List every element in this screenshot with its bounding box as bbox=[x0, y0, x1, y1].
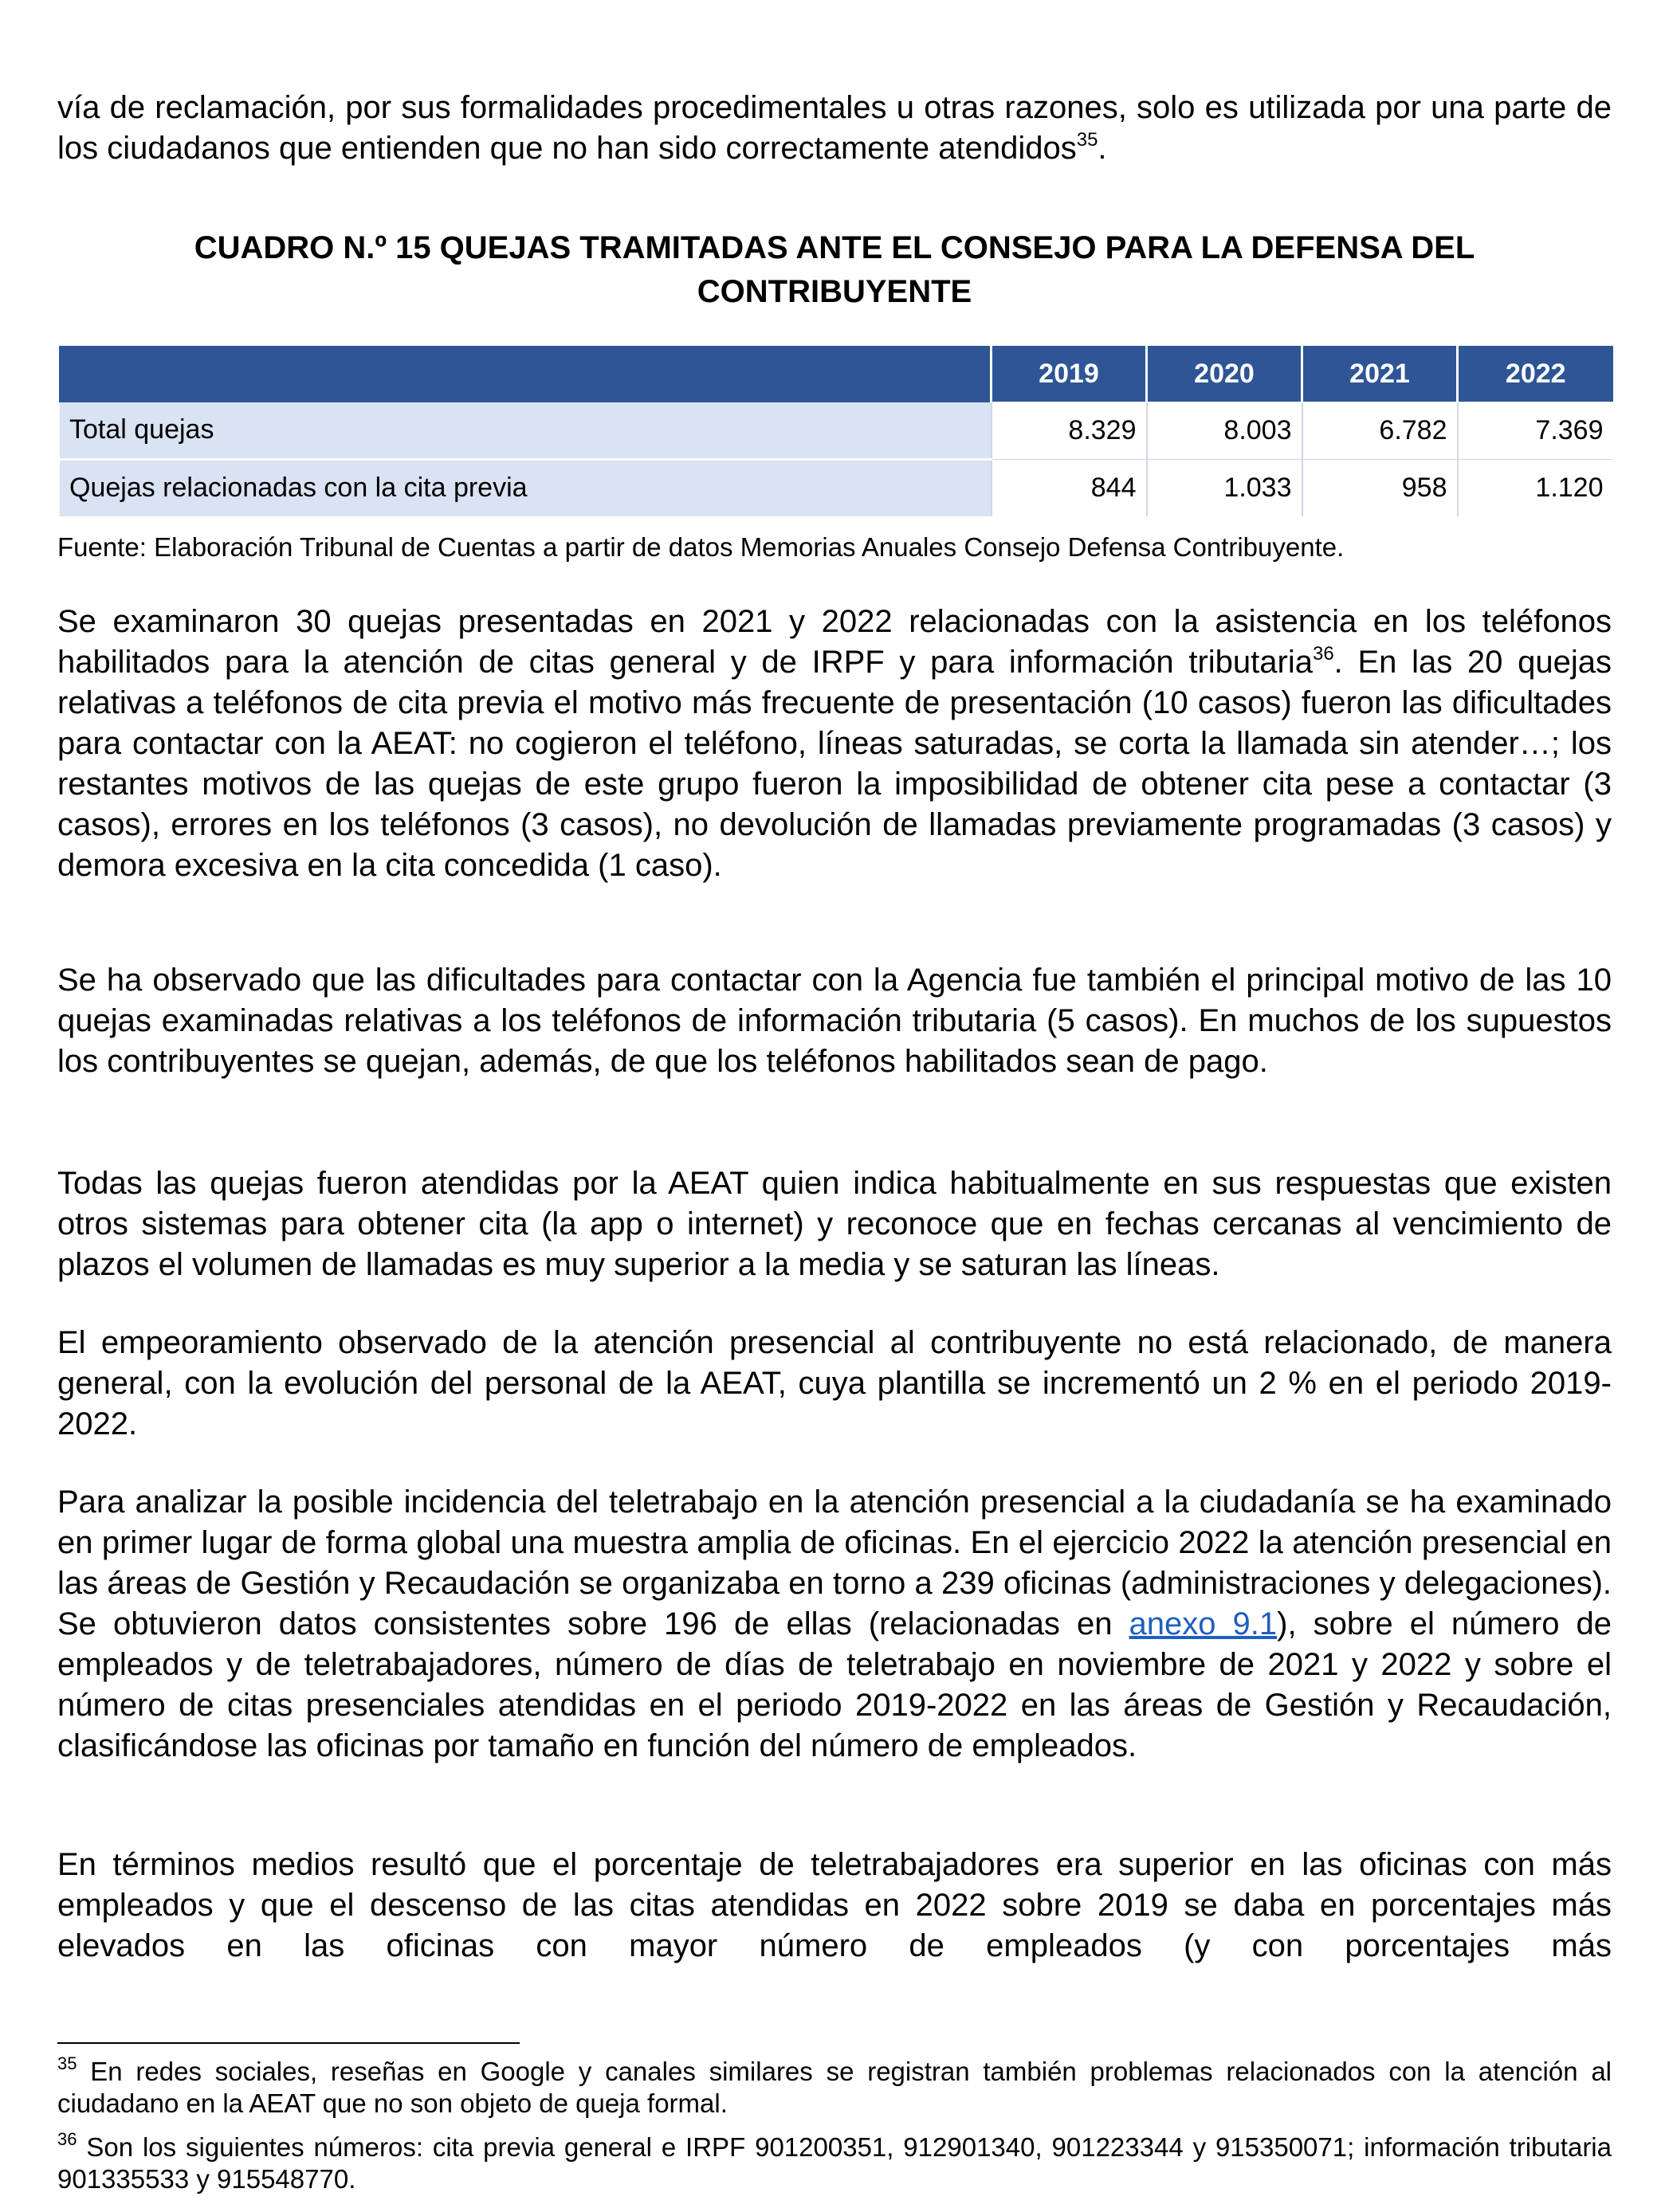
paragraph-1-text-b: . En las 20 quejas relativas a teléfonos de cita previa el motivo más frecuente de presentación (10 casos) fueron las dificultades para contactar con la AEAT: no cogieron el teléfono, líneas saturadas, se corta la llamada sin atender…; los restantes motivos de las quejas de este grupo fueron la imposibilidad de obtener cita pese a contactar (3 casos), errores en los teléfonos (3 casos), no devolución de llamadas previamente programadas (3 casos) y demora excesiva en la cita concedida (1 caso). bbox=[57, 645, 1612, 883]
table-source: Fuente: Elaboración Tribunal de Cuentas a partir de datos Memorias Anuales Consejo Defensa Contribuyente. bbox=[57, 532, 1345, 562]
row-label: Quejas relacionadas con la cita previa bbox=[59, 459, 992, 517]
table-title-line2: CONTRIBUYENTE bbox=[697, 274, 972, 309]
annex-link[interactable]: anexo 9.1 bbox=[1129, 1606, 1278, 1641]
footnote-text: En redes sociales, reseñas en Google y canales similares se registran también problemas relacionados con la atención al ciudadano en la AEAT que no son objeto de queja formal. bbox=[57, 2057, 1612, 2118]
document-page bbox=[57, 0, 1612, 2212]
paragraph-5 bbox=[57, 1482, 1612, 1767]
footnote-number: 35 bbox=[57, 2053, 77, 2073]
footnote-ref-36[interactable]: 36 bbox=[1312, 642, 1334, 665]
table-header-year: 2022 bbox=[1458, 346, 1613, 402]
paragraph-4: El empeoramiento observado de la atención presencial al contribuyente no está relacionado, de manera general, con la evolución del personal de la AEAT, cuya plantilla se incrementó un 2 % en el periodo 2019-2022. bbox=[57, 1325, 1612, 1441]
paragraph-5-text-a: Para analizar la posible incidencia del teletrabajo en la atención presencial a la ciudadanía se ha examinado en primer lugar de forma global una muestra amplia de oficinas. En el ejercicio 2022 la atención presencial en las áreas de Gestión y Recaudación se organizaba en torno a 239 oficinas (administraciones y delegaciones). Se obtuvieron datos consistentes sobre 196 de ellas (relacionadas en bbox=[57, 1484, 1612, 1641]
paragraph-1-text-a: Se examinaron 30 quejas presentadas en 2021 y 2022 relacionadas con la asistencia en los teléfonos habilitados para la atención de citas general y de IRPF y para información tributaria bbox=[57, 604, 1612, 680]
table-title bbox=[57, 226, 1612, 314]
table-cell: 8.329 bbox=[992, 402, 1147, 460]
table-cell: 1.120 bbox=[1458, 459, 1613, 517]
table-cell: 6.782 bbox=[1302, 402, 1458, 460]
paragraph-3: Todas las quejas fueron atendidas por la AEAT quien indica habitualmente en sus respuestas que existen otros sistemas para obtener cita (la app o internet) y reconoce que en fechas cercanas al vencimiento de plazos el volumen de llamadas es muy superior a la media y se saturan las líneas. bbox=[57, 1166, 1612, 1282]
footnote-text: Son los siguientes números: cita previa general e IRPF 901200351, 912901340, 901223344 y 915350071; información tributaria 901335533 y 915548770. bbox=[57, 2132, 1612, 2194]
table-row bbox=[59, 459, 1613, 517]
footnote-number: 36 bbox=[57, 2129, 77, 2149]
table-cell: 844 bbox=[992, 459, 1147, 517]
table-row bbox=[59, 402, 1613, 460]
table-cell: 1.033 bbox=[1147, 459, 1302, 517]
table-cell: 7.369 bbox=[1458, 402, 1613, 460]
table-header-blank bbox=[59, 346, 992, 402]
intro-end: . bbox=[1098, 131, 1107, 166]
paragraph-5-text-b: ), sobre el número de empleados y de teletrabajadores, número de días de teletrabajo en noviembre de 2021 y 2022 y sobre el número de citas presenciales atendidas en el periodo 2019-2022 en las áreas de Gestión y Recaudación, clasificándose las oficinas por tamaño en función del número de empleados. bbox=[57, 1606, 1612, 1763]
complaints-table bbox=[57, 346, 1613, 519]
paragraph-2: Se ha observado que las dificultades para contactar con la Agencia fue también el principal motivo de las 10 quejas examinadas relativas a los teléfonos de información tributaria (5 casos). En muchos de los supuestos los contribuyentes se quejan, además, de que los teléfonos habilitados sean de pago. bbox=[57, 963, 1612, 1079]
footnote-ref-35[interactable]: 35 bbox=[1076, 128, 1098, 151]
table-cell: 8.003 bbox=[1147, 402, 1302, 460]
paragraph-6: En términos medios resultó que el porcentaje de teletrabajadores era superior en las oficinas con más empleados y que el descenso de las citas atendidas en 2022 sobre 2019 se daba en porcentajes más elevados en las oficinas con mayor número de empleados (y con porcentajes más bbox=[57, 1847, 1612, 1963]
table-header-year: 2019 bbox=[992, 346, 1147, 402]
table-cell: 958 bbox=[1302, 459, 1458, 517]
footnote-36 bbox=[57, 2129, 1612, 2195]
table-header-row bbox=[59, 346, 1613, 402]
footnote-35 bbox=[57, 2053, 1612, 2120]
table-header-year: 2021 bbox=[1302, 346, 1458, 402]
intro-paragraph bbox=[57, 88, 1612, 169]
intro-text: vía de reclamación, por sus formalidades procedimentales u otras razones, solo es utilizada por una parte de los ciudadanos que entienden que no han sido correctamente atendidos bbox=[57, 90, 1612, 166]
footnote-separator bbox=[57, 2042, 520, 2044]
row-label: Total quejas bbox=[59, 402, 992, 460]
table-title-line1: CUADRO N.º 15 QUEJAS TRAMITADAS ANTE EL CONSEJO PARA LA DEFENSA DEL bbox=[194, 230, 1475, 265]
paragraph-1 bbox=[57, 602, 1612, 886]
table-header-year: 2020 bbox=[1147, 346, 1302, 402]
